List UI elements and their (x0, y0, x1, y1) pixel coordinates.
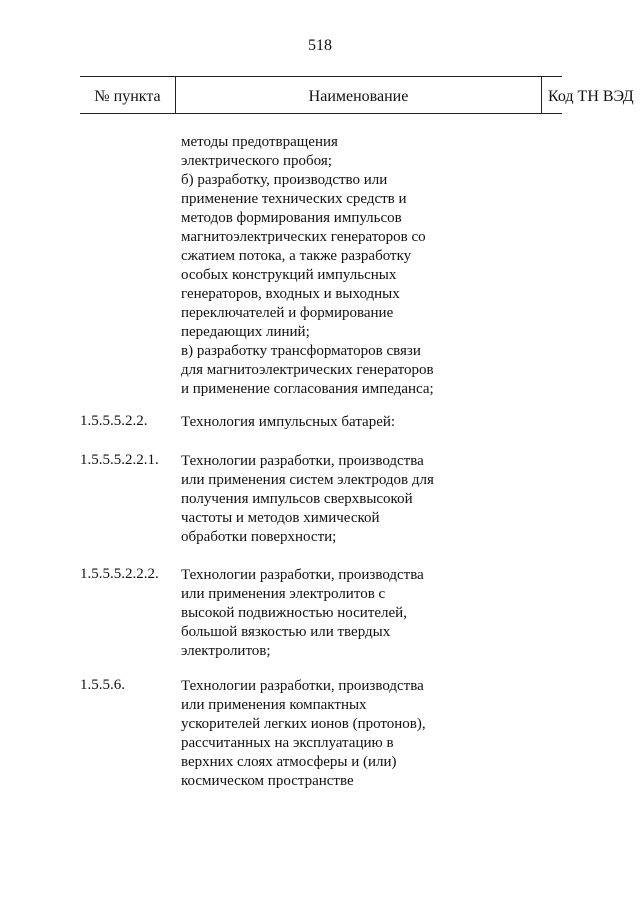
entry-number: 1.5.5.6. (80, 677, 125, 693)
entry-text-continuation: методы предотвращения электрического пробоя; б) разработку, производство или применение технических средств и методов формирования импульсов магнитоэлектрических генераторов со сжатием потока, а также разработку особых конструкций импульсных генераторов, входных и выходных переключателей и формирование передающих линий; в) разработку трансформаторов связи для магнитоэлектрических генераторов и применение согласования импеданса; (181, 134, 434, 397)
header-code: Код ТН ВЭД (548, 88, 634, 105)
entry-text: Технологии разработки, производства или применения систем электродов для получения импульсов сверхвысокой частоты и методов химической обработки поверхности; (181, 453, 434, 545)
header-name: Наименование (175, 77, 542, 113)
header-item-number: № пункта (94, 88, 161, 105)
entry-number: 1.5.5.5.2.2.1. (80, 452, 159, 468)
entry-number: 1.5.5.5.2.2. (80, 413, 148, 429)
table-header (80, 76, 634, 114)
page-number: 518 (308, 37, 332, 54)
entry-number: 1.5.5.5.2.2.2. (80, 566, 159, 582)
entry-text: Технологии разработки, производства или применения компактных ускорителей легких ионов (протонов), рассчитанных на эксплуатацию в верхних слоях атмосферы и (или) космическом пространстве (181, 678, 426, 789)
entry-text: Технологии разработки, производства или применения электролитов с высокой подвижностью носителей, большой вязкостью или твердых электролитов; (181, 567, 424, 659)
entry-text: Технология импульсных батарей: (181, 414, 396, 430)
